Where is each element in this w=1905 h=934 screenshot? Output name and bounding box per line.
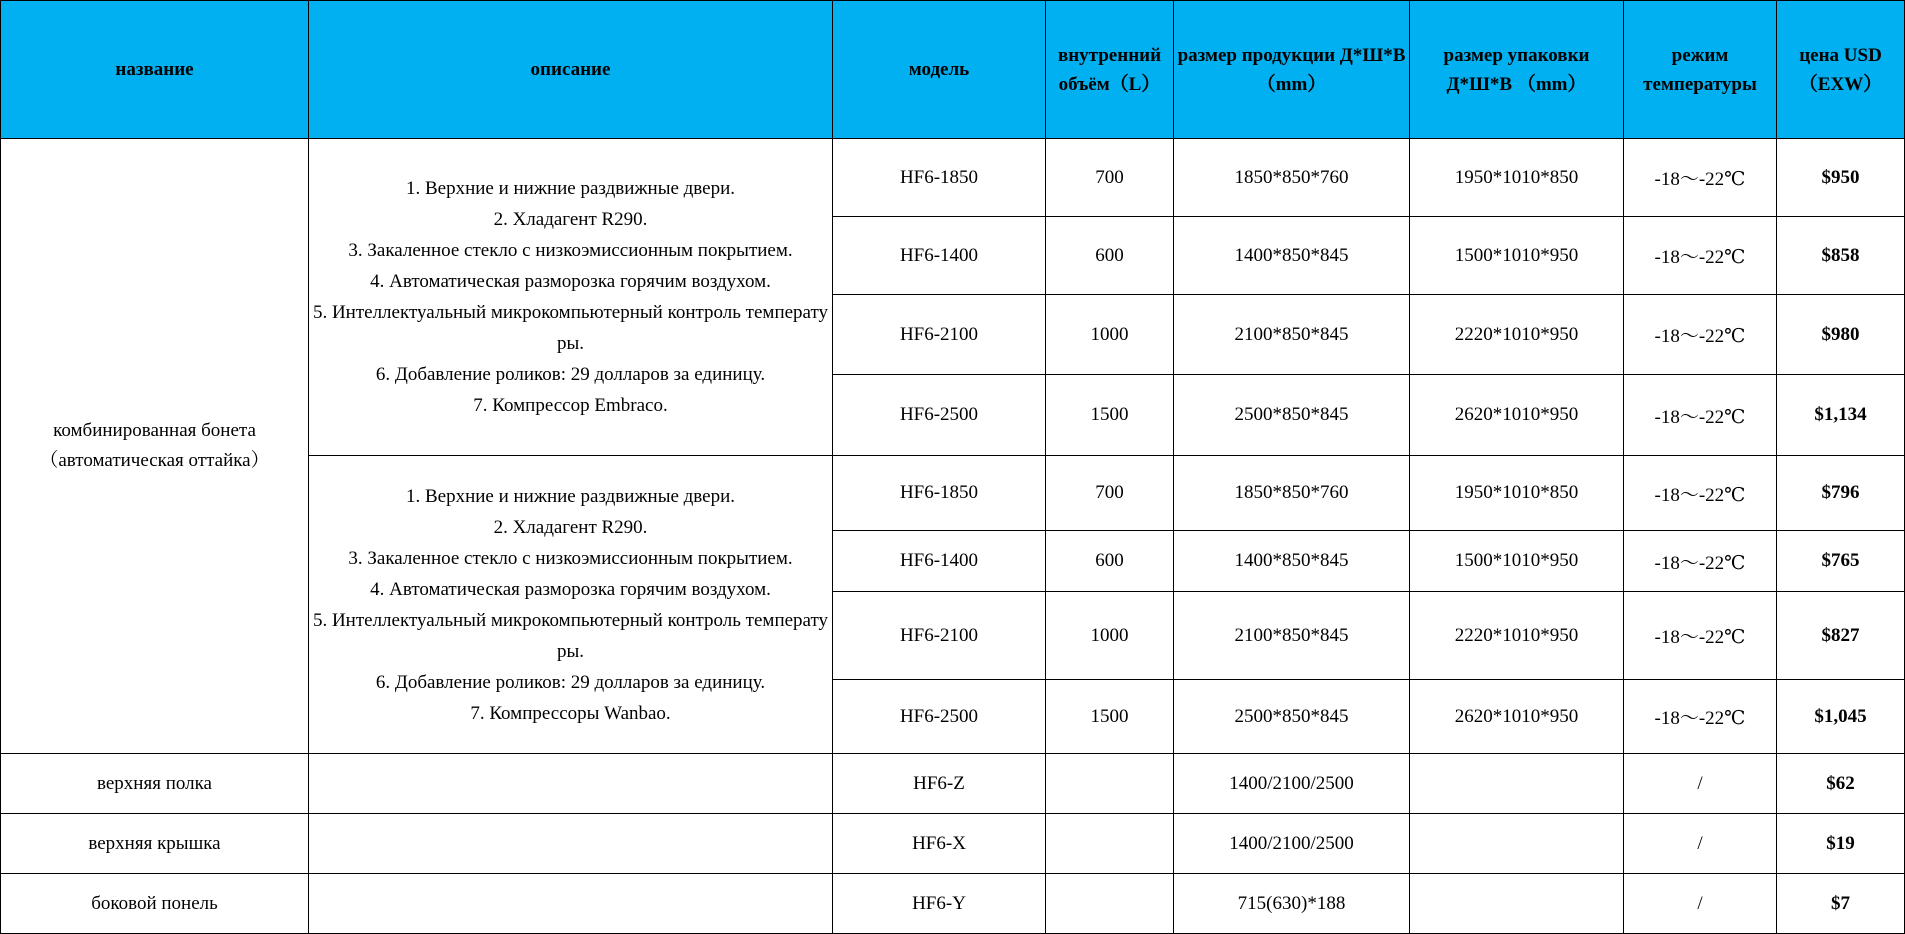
price-cell[interactable]: $980	[1777, 295, 1905, 375]
accessory-description-cell[interactable]	[309, 754, 833, 814]
temp-cell[interactable]: /	[1624, 874, 1777, 934]
header-name[interactable]: название	[1, 1, 309, 139]
model-cell[interactable]: HF6-2100	[833, 295, 1046, 375]
temp-cell[interactable]: -18～-22℃	[1624, 217, 1777, 295]
volume-cell[interactable]	[1046, 754, 1174, 814]
header-description[interactable]: описание	[309, 1, 833, 139]
package-size-cell[interactable]: 2620*1010*950	[1410, 375, 1624, 456]
accessory-name-cell[interactable]: боковой понель	[1, 874, 309, 934]
price-cell[interactable]: $1,134	[1777, 375, 1905, 456]
model-cell[interactable]: HF6-X	[833, 814, 1046, 874]
package-size-cell[interactable]: 2220*1010*950	[1410, 592, 1624, 680]
accessory-name-cell[interactable]: верхняя крышка	[1, 814, 309, 874]
volume-cell[interactable]: 700	[1046, 456, 1174, 531]
volume-cell[interactable]: 1500	[1046, 375, 1174, 456]
package-size-cell[interactable]	[1410, 874, 1624, 934]
price-cell[interactable]: $765	[1777, 531, 1905, 592]
model-cell[interactable]: HF6-Y	[833, 874, 1046, 934]
accessory-description-cell[interactable]	[309, 814, 833, 874]
package-size-cell[interactable]: 1500*1010*950	[1410, 217, 1624, 295]
price-cell[interactable]: $1,045	[1777, 680, 1905, 754]
temp-cell[interactable]: -18～-22℃	[1624, 375, 1777, 456]
accessory-row	[1, 874, 1905, 934]
accessory-description-cell[interactable]	[309, 874, 833, 934]
model-cell[interactable]: HF6-Z	[833, 754, 1046, 814]
header-price[interactable]: цена USD （EXW）	[1777, 1, 1905, 139]
package-size-cell[interactable]: 2620*1010*950	[1410, 680, 1624, 754]
temp-cell[interactable]: -18～-22℃	[1624, 456, 1777, 531]
temp-cell[interactable]: -18～-22℃	[1624, 531, 1777, 592]
description-cell-embraco[interactable]: 1. Верхние и нижние раздвижные двери. 2. Хладагент R290. 3. Закаленное стекло с низкоэмиссионным покрытием. 4. Автоматическая разморозка горячим воздухом. 5. Интеллектуальный микрокомпьютерный контроль температуры. 6. Добавление роликов: 29 долларов за единицу. 7. Компрессор Embraco.	[309, 139, 833, 456]
model-cell[interactable]: HF6-2100	[833, 592, 1046, 680]
volume-cell[interactable]: 1000	[1046, 592, 1174, 680]
model-cell[interactable]: HF6-1850	[833, 139, 1046, 217]
model-cell[interactable]: HF6-1850	[833, 456, 1046, 531]
temp-cell[interactable]: -18～-22℃	[1624, 139, 1777, 217]
volume-cell[interactable]: 600	[1046, 217, 1174, 295]
temp-cell[interactable]: -18～-22℃	[1624, 680, 1777, 754]
header-volume[interactable]: внутренний объём（L）	[1046, 1, 1174, 139]
package-size-cell[interactable]	[1410, 754, 1624, 814]
volume-cell[interactable]: 1500	[1046, 680, 1174, 754]
product-size-cell[interactable]: 1400/2100/2500	[1174, 814, 1410, 874]
header-model[interactable]: модель	[833, 1, 1046, 139]
accessory-row	[1, 814, 1905, 874]
package-size-cell[interactable]: 1950*1010*850	[1410, 456, 1624, 531]
volume-cell[interactable]: 700	[1046, 139, 1174, 217]
description-cell-wanbao[interactable]: 1. Верхние и нижние раздвижные двери. 2. Хладагент R290. 3. Закаленное стекло с низкоэмиссионным покрытием. 4. Автоматическая разморозка горячим воздухом. 5. Интеллектуальный микрокомпьютерный контроль температуры. 6. Добавление роликов: 29 долларов за единицу. 7. Компрессоры Wanbao.	[309, 456, 833, 754]
product-size-cell[interactable]: 2500*850*845	[1174, 375, 1410, 456]
volume-cell[interactable]: 1000	[1046, 295, 1174, 375]
header-temp-mode[interactable]: режим температуры	[1624, 1, 1777, 139]
product-size-cell[interactable]: 1400*850*845	[1174, 217, 1410, 295]
group-name-cell[interactable]: комбинированная бонета（автоматическая оттайка）	[1, 139, 309, 754]
temp-cell[interactable]: /	[1624, 814, 1777, 874]
accessory-name-cell[interactable]: верхняя полка	[1, 754, 309, 814]
price-cell[interactable]: $858	[1777, 217, 1905, 295]
product-size-cell[interactable]: 1850*850*760	[1174, 456, 1410, 531]
product-size-cell[interactable]: 2100*850*845	[1174, 592, 1410, 680]
volume-cell[interactable]: 600	[1046, 531, 1174, 592]
package-size-cell[interactable]: 2220*1010*950	[1410, 295, 1624, 375]
table-row	[1, 139, 1905, 217]
price-cell[interactable]: $19	[1777, 814, 1905, 874]
package-size-cell[interactable]: 1500*1010*950	[1410, 531, 1624, 592]
price-cell[interactable]: $7	[1777, 874, 1905, 934]
temp-cell[interactable]: /	[1624, 754, 1777, 814]
accessory-row	[1, 754, 1905, 814]
price-cell[interactable]: $950	[1777, 139, 1905, 217]
header-product-size[interactable]: размер продукции Д*Ш*В （mm）	[1174, 1, 1410, 139]
package-size-cell[interactable]	[1410, 814, 1624, 874]
temp-cell[interactable]: -18～-22℃	[1624, 295, 1777, 375]
price-cell[interactable]: $796	[1777, 456, 1905, 531]
product-size-cell[interactable]: 2500*850*845	[1174, 680, 1410, 754]
volume-cell[interactable]	[1046, 814, 1174, 874]
temp-cell[interactable]: -18～-22℃	[1624, 592, 1777, 680]
model-cell[interactable]: HF6-1400	[833, 217, 1046, 295]
model-cell[interactable]: HF6-2500	[833, 375, 1046, 456]
model-cell[interactable]: HF6-2500	[833, 680, 1046, 754]
volume-cell[interactable]	[1046, 874, 1174, 934]
product-size-cell[interactable]: 715(630)*188	[1174, 874, 1410, 934]
header-package-size[interactable]: размер упаковки Д*Ш*В （mm）	[1410, 1, 1624, 139]
product-size-cell[interactable]: 2100*850*845	[1174, 295, 1410, 375]
price-cell[interactable]: $62	[1777, 754, 1905, 814]
header-row	[1, 1, 1905, 139]
price-cell[interactable]: $827	[1777, 592, 1905, 680]
product-size-cell[interactable]: 1400/2100/2500	[1174, 754, 1410, 814]
package-size-cell[interactable]: 1950*1010*850	[1410, 139, 1624, 217]
product-size-cell[interactable]: 1850*850*760	[1174, 139, 1410, 217]
product-size-cell[interactable]: 1400*850*845	[1174, 531, 1410, 592]
model-cell[interactable]: HF6-1400	[833, 531, 1046, 592]
